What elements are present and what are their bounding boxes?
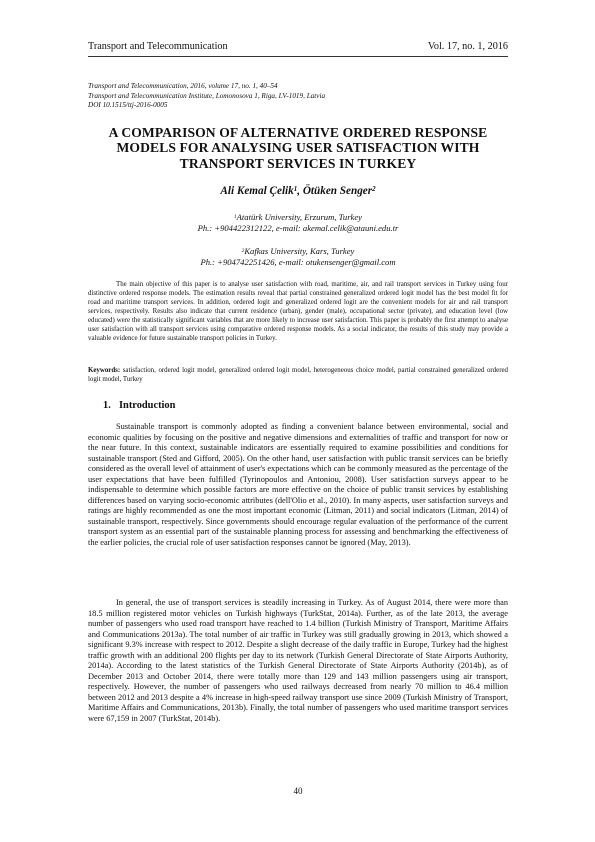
section-title: Introduction [119, 400, 176, 411]
keywords [88, 366, 508, 384]
body-paragraph: In general, the use of transport services is steadily increasing in Turkey. As of August 2014, there were more than 18.5 million registered motor vehicles on Turkish highways (TurkStat, 2014a). Further, as of the late 2013, the average number of passengers who used road transport have reached to 1.4 billion (Turkish Ministry of Transport, Maritime Affairs and Communications 2013a). The total number of air traffic in Turkey was still gradually growing in 2013, which showed a significant 9.3% increase with respect to 2012. Despite a slight decrease of the daily traffic in Europe, Turkey had the highest traffic growth with an additional 200 flights per day to its network (Turkish General Directorate of State Airports Authority, 2014a). According to the latest statistics of the Turkish General Directorate of State Airports Authority (2014b), as of December 2013 and October 2014, there were totally more than 129 and 143 million passengers using air transport, respectively. However, the number of passengers who used railways decreased from nearly 70 million to 46.4 million between 2012 and 2013 despite a 4% increase in high-speed railway transport use since 2009 (Turkish Ministry of Transport, Maritime Affairs and Communications, 2013b). Finally, the total number of passengers who used maritime transport services were 67,159 in 2007 (TurkStat, 2014b). [88, 598, 508, 724]
section-heading [103, 400, 175, 411]
author-separator: , [297, 185, 303, 197]
affiliation [88, 246, 508, 268]
author-name: Ötüken Senger [302, 185, 373, 197]
title-line: MODELS FOR ANALYSING USER SATISFACTION WITH [116, 140, 480, 156]
affiliation-mark: 2 [241, 247, 245, 254]
author-list [88, 185, 508, 197]
affiliation-mark: 1 [293, 185, 298, 194]
body-paragraph: Sustainable transport is commonly adopted as finding a convenient balance between environmental, social and economic qualities by focusing on the positive and negative dimensions and externalities of traffic and transport for now or the near future. In this context, sustainable indicators are essentially required to examine possibilities and conditions for sustainable transport (Sted and Gifford, 2005). On the other hand, user satisfaction with public transit services can be briefly considered as the overall level of attainment of user's expectations which can be commonly measured as the percentage of the user expectations that have been fulfilled (Tyrinopoulos and Antoniou, 2008). User satisfaction surveys appear to be indispensable to determine which possible factors are more effective on the choice of public transit services by establishing differences based on varying socio-economic attributes (dell'Olio et al., 2010). In many aspects, user satisfaction surveys and ratings are highly recommended as one the most important economic (Litman, 2011) and social indicators (Litman, 2014) of sustainable transport, respectively. Since governments should encourage regular evaluation of the performance of the current transport system as an essential part of the sustainable planning process for assessing and benchmarking the effectiveness of the earlier policies, the crucial role of user satisfaction responses cannot be ignored (May, 2013). [88, 422, 508, 548]
affiliation-contact: Ph.: +904422312122, e-mail: akemal.celik@atauni.edu.tr [197, 223, 399, 234]
title-line: A COMPARISON OF ALTERNATIVE ORDERED RESPONSE [108, 125, 488, 140]
affiliation-contact: Ph.: +904742251426, e-mail: otukensenger@gmail.com [200, 257, 396, 268]
citation-line: Transport and Telecommunication Institute, Lomonosova 1, Riga, LV-1019, Latvia [88, 91, 326, 100]
author-name: Ali Kemal Çelik [220, 185, 294, 197]
keywords-text: satisfaction, ordered logit model, generalized ordered logit model, heterogeneous choice model, partial constrained generalized ordered logit model, Turkey [88, 367, 508, 384]
journal-name: Transport and Telecommunication [88, 41, 228, 52]
affiliation-institution: Atatürk University, Erzurum, Turkey [236, 212, 362, 222]
running-header [88, 41, 508, 55]
header-rule [88, 56, 508, 57]
title-line: TRANSPORT SERVICES IN TURKEY [179, 155, 417, 171]
citation-block [88, 82, 508, 111]
paper-title [88, 125, 508, 171]
affiliation-mark: 2 [372, 185, 376, 194]
affiliation-mark: 1 [234, 213, 237, 220]
doi-line: DOI 10.1515/ttj-2016-0005 [88, 101, 168, 110]
citation-line: Transport and Telecommunication, 2016, volume 17, no. 1, 40–54 [88, 82, 278, 90]
abstract: The main objective of this paper is to analyse user satisfaction with road, maritime, air, and rail transport services in Turkey using four distinctive ordered response models. The estimation results reveal that partial constrained generalized ordered logit model has the best model fit for road and maritime transport services. In addition, ordered logit and generalized ordered logit are the convenient models for air and rail transport services, respectively. Results also indicate that current residence (urban), gender (male), occupational sector (private), and education level (low educated) were the statistically significant variables that are more likely to increase user satisfaction. This paper is probably the first attempt to analyse user satisfaction with all transport services using comparative ordered response models. As a social indicator, the results of this study may provide a valuable evidence for future sustainable transport policies in Turkey. [88, 281, 508, 343]
section-number: 1. [103, 400, 111, 411]
keywords-label: Keywords: [88, 367, 121, 374]
volume-info: Vol. 17, no. 1, 2016 [427, 41, 508, 52]
page-number: 40 [293, 786, 303, 796]
affiliation-institution: Kafkas University, Kars, Turkey [244, 246, 355, 256]
affiliation [88, 212, 508, 234]
